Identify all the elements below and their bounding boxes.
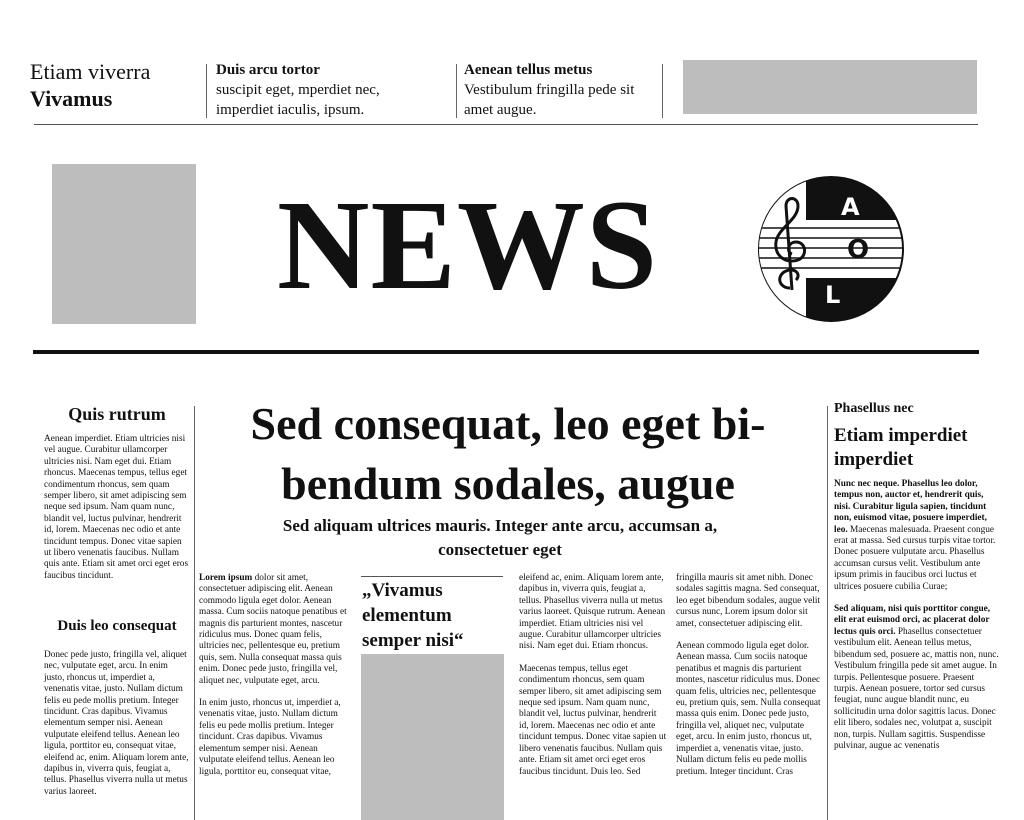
article-col-4 (676, 573, 824, 778)
right-bold-1: Nunc nec neque. Phasellus leo dolor, tempus non, auctor et, hendrerit quis, nisi. Curabitur ligula sapien, tincidunt non, euismod vitae, posuere imperdiet, leo. (834, 479, 987, 535)
teaser-2-line1: Vestibulum fringilla pede sit (464, 82, 635, 98)
divider (662, 64, 663, 118)
teaser-2-line2: amet augue. (464, 102, 537, 118)
header-rule (34, 124, 978, 125)
logo-letter-a: A (841, 193, 860, 221)
quote-rule (361, 576, 503, 577)
left-text-1: Aenean imperdiet. Etiam ultricies nisi vel augue. Curabitur ullamcorper ultricies nisi. Nam eget dui. Etiam rhoncus. Maecenas tempus, tellus eget condimentum rhoncus, sem quam semper libero, sit amet adipiscing sem neque sed ipsum. Nam quam nunc, blandit vel, luctus pulvinar, hendrerit id, lorem. Maecenas nec odio et ante tincidunt tempus. Donec vitae sapien ut libero venenatis faucibus. Nullam quis ante. Etiam sit amet orci eget eros faucibus tincidunt. (44, 434, 189, 581)
main-subhead: Sed aliquam ultrices mauris. Integer ante arcu, accumsan a, consectetuer eget (282, 516, 718, 559)
col3-p1: eleifend ac, enim. Aliquam lorem ante, dapibus in, viverra quis, feugiat a, tellus. Phasellus viverra nulla ut metus varius laoreet. Quisque rutrum. Aenean imperdiet. Etiam ultricies nisi vel augue. Curabitur ullamcorper ultricies nisi. Nam eget dui. Etiam rhoncus. (519, 573, 666, 652)
right-text-2: Phasellus consectetuer vestibulum elit. Aenean tellus metus, bibendum sed, posuere ac, mattis non, nunc. Vestibulum fringilla pede sit amet augue. In turpis. Pellentesque posuere. Praesent turpis. Aenean posuere, tortor sed cursus feugiat, nunc augue blandit nunc, eu sollicitudin urna dolor sagittis lacus. Donec elit libero, sodales nec, volutpat a, suscipit non, turpis. Nullam sagittis. Suspendisse pulvinar, augue ac venenatis (834, 626, 999, 751)
teaser-1-line1: suscipit eget, mperdiet nec, (216, 82, 380, 98)
divider (456, 64, 457, 118)
left-heading-1: Quis rutrum (68, 404, 166, 424)
right-bold-2: Sed aliquam, nisi quis porttitor congue, elit erat euismod orci, ac placerat dolor lectus quis orci. (834, 604, 991, 637)
lead-word: Lorem ipsum (199, 573, 253, 583)
teaser-2[interactable] (464, 60, 664, 120)
right-text-1: Maecenas malesuada. Praesent congue erat at massa. Sed cursus turpis vitae tortor. Donec posuere vulputate arcu. Phasellus accumsan cursus velit. Vestibulum ante ipsum primis in faucibus orci luctus et ultrices posuere cubilia Curae; (834, 524, 996, 592)
column-divider (827, 406, 828, 820)
col4-p2: Aenean commodo ligula eget dolor. Aenean massa. Cum sociis natoque penatibus et magnis dis parturient montes, nascetur ridiculus mus. Donec quam felis, ultricies nec, pellentesque eu, pretium quis, sem. Nulla consequat massa quis enim. Donec pede justo, fringilla vel, aliquet nec, vulputate eget, arcu. In enim justo, rhoncus ut, imperdiet a, venenatis vitae, justo. Nullam dictum felis eu pede mollis pretium. Integer tincidunt. Cras (676, 641, 821, 777)
logo-letter-l: L (825, 281, 841, 309)
right-text (834, 479, 1000, 752)
pull-quote: „Vivamus elementum semper nisi“ (362, 580, 464, 651)
col1-p2: In enim justo, rhoncus ut, imperdiet a, venenatis vitae, justo. Nullam dictum felis eu pede mollis pretium. Integer tincidunt. Cras dapibus. Vivamus elementum semper nisi. Aenean vulputate eleifend tellus. Aenean leo ligula, porttitor eu, consequat vitae, (199, 698, 341, 777)
col1-p1: dolor sit amet, consectetuer adipiscing elit. Aenean commodo ligula eget dolor. Aenean massa. Cum sociis natoque penatibus et magnis dis parturient montes, nascetur ridiculus mus. Donec quam felis, ultricies nec, pellentesque eu, pretium quis, sem. Nulla consequat massa quis enim. Donec pede justo, fringilla vel, aliquet nec, vulputate eget, arcu. (199, 573, 347, 686)
teaser-1-line2: imperdiet iaculis, ipsum. (216, 102, 365, 118)
brand-line-2: Vivamus (30, 86, 113, 111)
article-col-3 (519, 573, 667, 778)
right-heading[interactable]: Etiam imperdiet imperdiet (834, 425, 968, 470)
right-kicker: Phasellus nec (834, 401, 914, 416)
article-col-1 (199, 573, 349, 778)
ad-placeholder (683, 60, 977, 114)
brand-line-1: Etiam viverra (30, 59, 151, 84)
left-text-2: Donec pede justo, fringilla vel, aliquet nec, vulputate eget, arcu. In enim justo, rhoncus ut, imperdiet a, venenatis vitae, justo. Nullam dictum felis eu pede mollis pretium. Integer tincidunt. Cras dapibus. Vivamus elementum semper nisi. Aenean vulputate eleifend tellus. Aenean leo ligula, porttitor eu, consequat vitae, eleifend ac, enim. Aliquam lorem ante, dapibus in, viverra quis, feugiat a, tellus. Phasellus viverra nulla ut metus varius laoreet. (44, 650, 189, 797)
column-divider (194, 406, 195, 820)
masthead-title: NEWS (277, 174, 658, 316)
teaser-1-heading: Duis arcu tortor (216, 62, 320, 78)
col3-p2: Maecenas tempus, tellus eget condimentum rhoncus, sem quam semper libero, sit amet adipiscing sem neque sed ipsum. Nam quam nunc, blandit vel, luctus pulvinar, hendrerit id, lorem. Maecenas nec odio et ante tincidunt tempus. Donec vitae sapien ut libero venenatis faucibus. Nullam quis ante. Etiam sit amet orci eget eros faucibus tincidunt. Duis leo. Sed (519, 663, 667, 777)
teaser-2-heading: Aenean tellus metus (464, 62, 593, 78)
left-heading-2: Duis leo consequat (57, 618, 177, 634)
teaser-1[interactable] (216, 60, 446, 120)
image-placeholder (52, 164, 196, 324)
masthead-rule (33, 350, 979, 354)
divider (206, 64, 207, 118)
image-placeholder (361, 654, 504, 820)
music-logo-icon (758, 176, 904, 322)
main-headline[interactable]: Sed consequat, leo eget bi-bendum sodales, augue (250, 398, 766, 509)
logo-letter-o: O (847, 235, 870, 265)
col4-p1: fringilla mauris sit amet nibh. Donec sodales sagittis magna. Sed consequat, leo eget bibendum sodales, augue velit cursus nunc, Lorem ipsum dolor sit amet, consectetuer adipiscing elit. (676, 573, 821, 629)
